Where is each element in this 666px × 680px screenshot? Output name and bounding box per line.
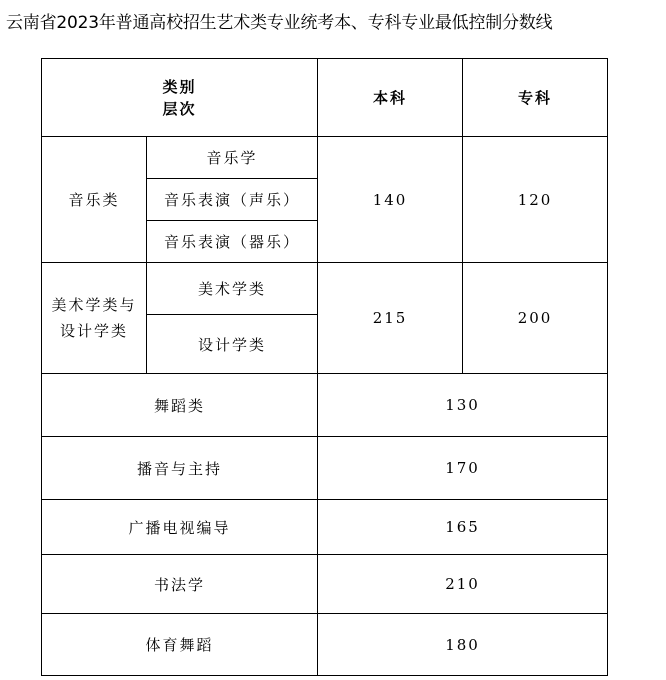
category-header-label: 类别 (162, 77, 197, 96)
art-sub-1: 美术学类 (147, 263, 318, 315)
table-row (42, 614, 608, 676)
dance-name: 舞蹈类 (42, 374, 318, 437)
table-row (42, 500, 608, 555)
level-header-label: 层次 (162, 99, 197, 118)
music-sub-2: 音乐表演（声乐） (147, 179, 318, 221)
tv-directing-score: 165 (318, 500, 608, 555)
broadcast-host-name: 播音与主持 (42, 437, 318, 500)
table-row (42, 263, 608, 315)
page-title: 云南省2023年普通高校招生艺术类专业统考本、专科专业最低控制分数线 (6, 13, 553, 33)
art-design-name-line2: 设计学类 (59, 322, 128, 340)
dance-score: 130 (318, 374, 608, 437)
table-row (42, 437, 608, 500)
art-design-group-name (42, 263, 147, 374)
music-associate-score: 120 (463, 137, 608, 263)
art-associate-score: 200 (463, 263, 608, 374)
tv-directing-name: 广播电视编导 (42, 500, 318, 555)
table-row (42, 137, 608, 179)
associate-header: 专科 (463, 59, 608, 137)
music-sub-1: 音乐学 (147, 137, 318, 179)
art-bachelor-score: 215 (318, 263, 463, 374)
score-table (41, 58, 608, 676)
table-row (42, 374, 608, 437)
bachelor-header: 本科 (318, 59, 463, 137)
calligraphy-score: 210 (318, 555, 608, 614)
sport-dance-name: 体育舞蹈 (42, 614, 318, 676)
category-level-header (42, 59, 318, 137)
table-row (42, 555, 608, 614)
broadcast-host-score: 170 (318, 437, 608, 500)
music-sub-3: 音乐表演（器乐） (147, 221, 318, 263)
art-sub-2: 设计学类 (147, 315, 318, 374)
sport-dance-score: 180 (318, 614, 608, 676)
art-design-name-line1: 美术学类与 (51, 296, 137, 314)
music-group-name: 音乐类 (42, 137, 147, 263)
music-bachelor-score: 140 (318, 137, 463, 263)
calligraphy-name: 书法学 (42, 555, 318, 614)
header-row (42, 59, 608, 137)
